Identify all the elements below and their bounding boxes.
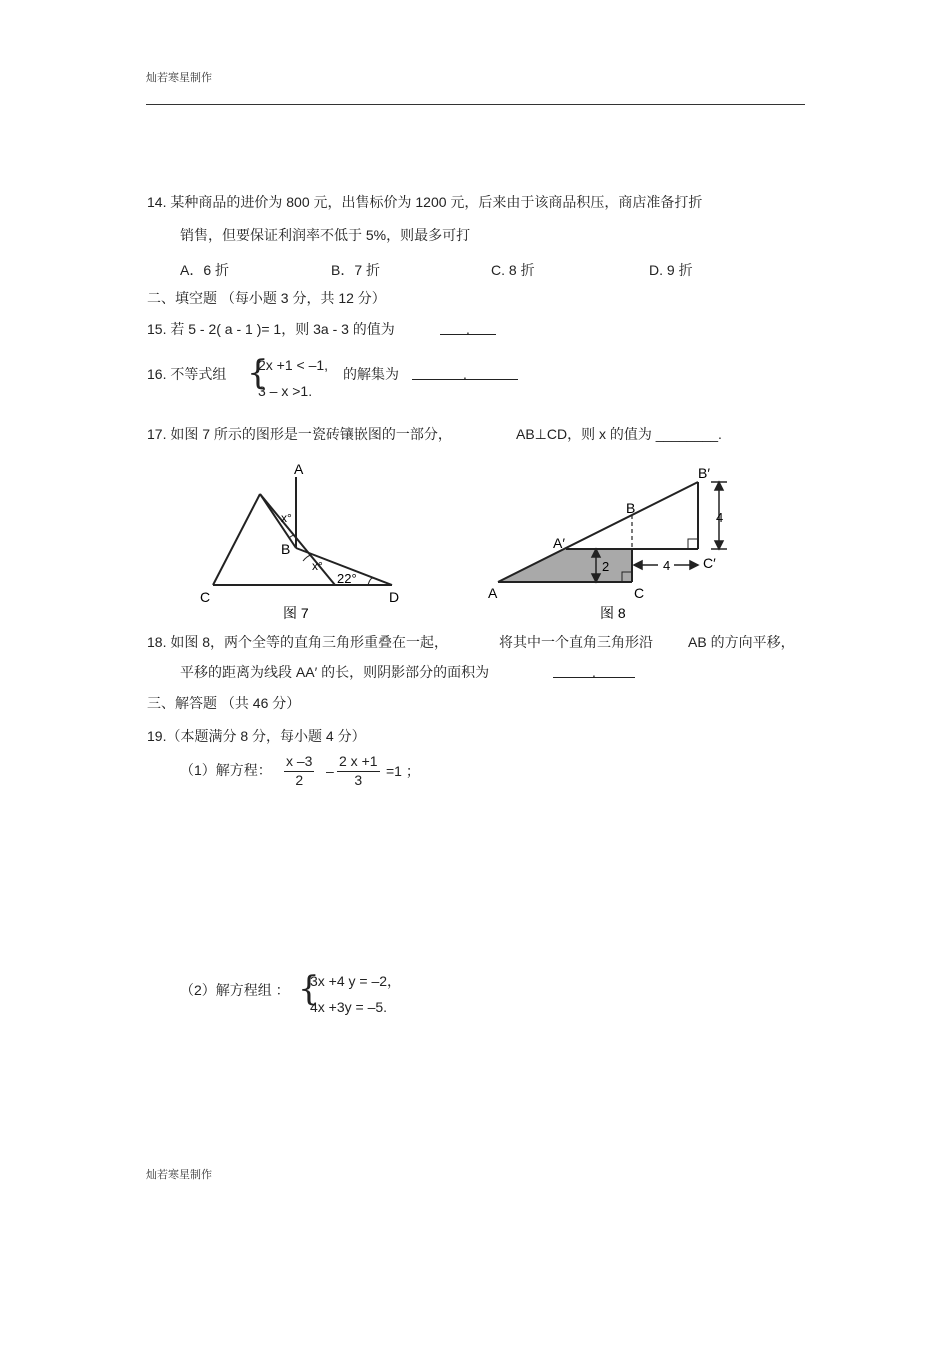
q17-text2: AB⊥CD，则 x 的值为 ________. — [516, 426, 722, 442]
fig8-label-2: 2 — [602, 559, 610, 574]
fig7-caption: 图 7 — [283, 605, 309, 621]
q19-part2-brace: { — [298, 969, 320, 1009]
q19-fraction-2 — [337, 753, 380, 788]
fig7-label-b: B — [281, 541, 291, 557]
q18-line1a: 18. 如图 8，两个全等的直角三角形重叠在一起， — [147, 634, 449, 650]
fig8-arrow-down — [715, 541, 723, 549]
fig7-label-a: A — [294, 461, 304, 477]
page-header: 灿若寒星制作 — [146, 72, 212, 84]
q19-part2-label: （2）解方程组 ： — [180, 982, 290, 998]
fig7-line-diag — [260, 494, 335, 585]
page-footer: 灿若寒星制作 — [146, 1169, 212, 1181]
fig7-label-22: 22° — [337, 571, 357, 586]
section2-title: 二、填空题 （每小题 3 分，共 12 分） — [147, 290, 386, 306]
fig7-label-c: C — [200, 589, 211, 605]
fig8-label-bprime: B′ — [698, 465, 710, 481]
fig7-angle-arc-2 — [303, 555, 311, 561]
q14-option-b: B．7 折 — [331, 262, 381, 278]
q16-blank-line: . — [412, 365, 518, 380]
q19-part2-eq1: 3x +4 y = –2， — [310, 973, 402, 989]
q19-fraction-1 — [284, 753, 314, 788]
fig7-line-top-c — [213, 494, 260, 585]
fig8-label-a: A — [488, 585, 498, 601]
q14-line1: 14. 某种商品的进价为 800 元，出售标价为 1200 元，后来由于该商品积压，商店准备打折 — [147, 194, 703, 210]
fig8-caption: 图 8 — [600, 605, 626, 621]
fig7-angle-arc-22 — [368, 578, 373, 585]
q19-fraction-2-denominator: 3 — [354, 772, 363, 788]
q14-option-c: C. 8 折 — [491, 262, 535, 278]
fig8-label-4-vertical: 4 — [716, 510, 724, 525]
q16-eq1: 2x +1 < –1, — [258, 357, 329, 373]
q16-suffix: 的解集为 — [343, 366, 399, 382]
fig8-shaded-region — [498, 549, 632, 582]
q16-brace: { — [247, 353, 269, 393]
fig8-arrow-right — [690, 561, 698, 569]
fig8-label-aprime: A′ — [553, 535, 565, 551]
fig7-label-x1: x° — [281, 511, 292, 525]
section3-title: 三、解答题 （共 46 分） — [147, 695, 301, 711]
q19-part1-label: （1）解方程： — [180, 762, 272, 778]
header-rule — [146, 104, 805, 105]
q16-prefix: 16. 不等式组 — [147, 366, 227, 382]
q17-text: 17. 如图 7 所示的图形是一瓷砖镶嵌图的一部分， — [147, 426, 452, 442]
fig7-label-d: D — [389, 589, 400, 605]
q19-fraction-1-numerator: x –3 — [284, 753, 314, 772]
q18-line2: 平移的距离为线段 AA′ 的长，则阴影部分的面积为 — [180, 664, 490, 680]
q19-minus: – — [326, 763, 334, 779]
fig8-label-c: C — [634, 585, 645, 601]
fig8-arrow-up — [715, 482, 723, 490]
q15-blank — [440, 320, 496, 338]
q16-blank — [412, 365, 518, 383]
fig8-label-b: B — [626, 500, 636, 516]
q18-blank-line: . — [553, 663, 635, 678]
q19-part1-rhs: =1 ； — [386, 763, 420, 779]
q19-fraction-2-numerator: 2 x +1 — [337, 753, 380, 772]
q14-option-a: A．6 折 — [180, 262, 230, 278]
q19-part2-eq2: 4x +3y = –5. — [310, 999, 388, 1015]
fig7-label-x2: x° — [312, 559, 323, 573]
figure-7 — [195, 458, 415, 628]
q14-option-d: D. 9 折 — [649, 262, 693, 278]
fig8-label-cprime: C′ — [703, 555, 716, 571]
q18-blank — [553, 663, 635, 681]
q15-text: 15. 若 5 - 2( a - 1 )= 1，则 3a - 3 的值为 — [147, 321, 395, 337]
fig8-label-4-horizontal: 4 — [663, 558, 671, 573]
figure-8 — [480, 458, 750, 628]
fig8-right-angle-cp — [688, 539, 698, 549]
q16-eq2: 3 – x >1. — [258, 383, 313, 399]
q19-fraction-1-denominator: 2 — [295, 772, 304, 788]
q14-line2: 销售，但要保证利润率不低于 5%，则最多可打 — [180, 227, 471, 243]
q18-line1b: 将其中一个直角三角形沿 — [499, 634, 653, 650]
fig8-arrow-left — [634, 561, 642, 569]
q18-line1c: AB 的方向平移， — [688, 634, 795, 650]
q15-blank-line: . — [440, 320, 496, 335]
q19-title: 19.（本题满分 8 分，每小题 4 分） — [147, 728, 366, 744]
